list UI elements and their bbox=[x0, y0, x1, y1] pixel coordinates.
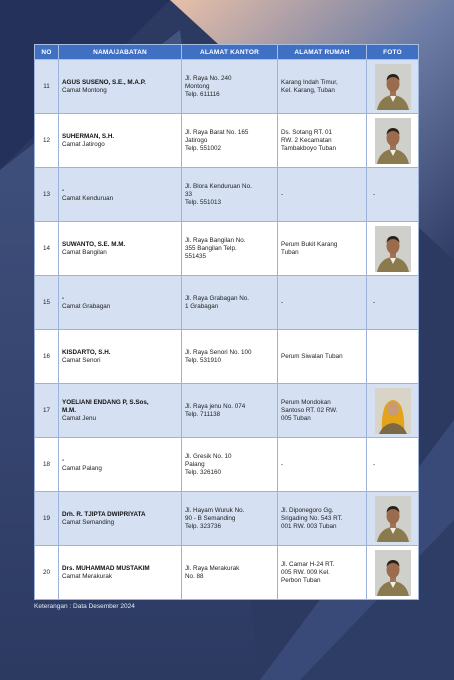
portrait-photo bbox=[375, 496, 411, 542]
home-address: Perum Mondokan Santoso RT. 02 RW. 005 Tuban bbox=[278, 384, 367, 438]
official-title: Camat Jatirogo bbox=[62, 140, 105, 148]
photo-cell bbox=[367, 114, 419, 168]
table-row-11 bbox=[35, 60, 419, 114]
row-number: 16 bbox=[35, 330, 59, 384]
home-address: - bbox=[278, 276, 367, 330]
office-address: Jl. Raya Barat No. 165 Jatirogo Telp. 551002 bbox=[182, 114, 278, 168]
official-name: Drh. R. TJIPTA DWIPRIYATA bbox=[62, 510, 146, 518]
office-address: Jl. Blora Kenduruan No. 33 Telp. 551013 bbox=[182, 168, 278, 222]
photo-cell: - bbox=[367, 168, 419, 222]
footnote: Keterangan : Data Desember 2024 bbox=[34, 603, 135, 610]
portrait-photo-hijab bbox=[375, 388, 411, 434]
office-address: Jl. Raya jenu No. 074 Telp. 711138 bbox=[182, 384, 278, 438]
official-name: - bbox=[62, 456, 65, 464]
portrait-photo bbox=[375, 550, 411, 596]
office-address: Jl. Raya Merakurak No. 88 bbox=[182, 546, 278, 600]
table-row-12 bbox=[35, 114, 419, 168]
photo-cell: - bbox=[367, 276, 419, 330]
table-row-20 bbox=[35, 546, 419, 600]
row-number: 17 bbox=[35, 384, 59, 438]
office-address: Jl. Gresik No. 10 Palang Telp. 326160 bbox=[182, 438, 278, 492]
row-number: 20 bbox=[35, 546, 59, 600]
name-title-cell bbox=[59, 276, 182, 330]
portrait-photo bbox=[375, 64, 411, 110]
header-no: NO bbox=[35, 45, 59, 60]
portrait-photo bbox=[375, 226, 411, 272]
photo-cell bbox=[367, 546, 419, 600]
header-alamat-rumah: ALAMAT RUMAH bbox=[278, 45, 367, 60]
row-number: 13 bbox=[35, 168, 59, 222]
home-address: - bbox=[278, 438, 367, 492]
name-title-cell bbox=[59, 546, 182, 600]
official-name: AGUS SUSENO, S.E., M.A.P. bbox=[62, 78, 146, 86]
official-name: - bbox=[62, 186, 65, 194]
camat-table-container bbox=[34, 44, 418, 600]
official-title: Camat Merakurak bbox=[62, 572, 113, 580]
official-title: Camat Palang bbox=[62, 464, 102, 472]
name-title-cell bbox=[59, 330, 182, 384]
table-row-16 bbox=[35, 330, 419, 384]
official-title: Camat Senori bbox=[62, 356, 101, 364]
header-foto: FOTO bbox=[367, 45, 419, 60]
row-number: 18 bbox=[35, 438, 59, 492]
office-address: Jl. Raya Grabagan No. 1 Grabagan bbox=[182, 276, 278, 330]
official-title: Camat Kenduruan bbox=[62, 194, 114, 202]
header-nama-jabatan: NAMA/JABATAN bbox=[59, 45, 182, 60]
home-address: Ds. Sotang RT. 01 RW. 2 Kecamatan Tambakboyo Tuban bbox=[278, 114, 367, 168]
official-name: - bbox=[62, 294, 65, 302]
official-title: Camat Grabagan bbox=[62, 302, 111, 310]
official-name: KISDARTO, S.H. bbox=[62, 348, 111, 356]
official-title: Camat Semanding bbox=[62, 518, 115, 526]
name-title-cell bbox=[59, 384, 182, 438]
photo-cell bbox=[367, 330, 419, 384]
table-row-14 bbox=[35, 222, 419, 276]
camat-table bbox=[34, 44, 419, 600]
name-title-cell bbox=[59, 222, 182, 276]
official-title: Camat Montong bbox=[62, 86, 107, 94]
table-row-15 bbox=[35, 276, 419, 330]
row-number: 15 bbox=[35, 276, 59, 330]
office-address: Jl. Hayam Wuruk No. 90 - B Semanding Telp. 323736 bbox=[182, 492, 278, 546]
table-row-13 bbox=[35, 168, 419, 222]
name-title-cell bbox=[59, 438, 182, 492]
official-name: SUHERMAN, S.H. bbox=[62, 132, 115, 140]
portrait-photo bbox=[375, 118, 411, 164]
home-address: Perum Siwalan Tuban bbox=[278, 330, 367, 384]
official-name: Drs. MUHAMMAD MUSTAKIM bbox=[62, 564, 150, 572]
table-row-19 bbox=[35, 492, 419, 546]
name-title-cell bbox=[59, 114, 182, 168]
office-address: Jl. Raya No. 240 Montong Telp. 611116 bbox=[182, 60, 278, 114]
table-header-row bbox=[35, 45, 419, 60]
row-number: 11 bbox=[35, 60, 59, 114]
row-number: 12 bbox=[35, 114, 59, 168]
row-number: 19 bbox=[35, 492, 59, 546]
name-title-cell bbox=[59, 492, 182, 546]
table-row-17 bbox=[35, 384, 419, 438]
office-address: Jl. Raya Bangilan No. 355 Bangilan Telp. 551435 bbox=[182, 222, 278, 276]
official-name: SUWANTO, S.E. M.M. bbox=[62, 240, 126, 248]
photo-cell: - bbox=[367, 438, 419, 492]
name-title-cell bbox=[59, 168, 182, 222]
official-title: Camat Jenu bbox=[62, 414, 96, 422]
home-address: - bbox=[278, 168, 367, 222]
photo-cell bbox=[367, 492, 419, 546]
official-name: YOELIANI ENDANG P, S.Sos, M.M. bbox=[62, 398, 149, 414]
photo-cell bbox=[367, 60, 419, 114]
header-alamat-kantor: ALAMAT KANTOR bbox=[182, 45, 278, 60]
home-address: Perum Bukit Karang Tuban bbox=[278, 222, 367, 276]
photo-cell bbox=[367, 222, 419, 276]
table-row-18 bbox=[35, 438, 419, 492]
home-address: Jl. Diponegoro Gg. Srigading No. 543 RT. 001 RW. 003 Tuban bbox=[278, 492, 367, 546]
office-address: Jl. Raya Senori No. 100 Telp. 531910 bbox=[182, 330, 278, 384]
photo-cell bbox=[367, 384, 419, 438]
row-number: 14 bbox=[35, 222, 59, 276]
home-address: Karang Indah Timur, Kel. Karang, Tuban bbox=[278, 60, 367, 114]
home-address: Jl. Camar H-24 RT. 005 RW. 009 Kel. Perbon Tuban bbox=[278, 546, 367, 600]
name-title-cell bbox=[59, 60, 182, 114]
official-title: Camat Bangilan bbox=[62, 248, 107, 256]
